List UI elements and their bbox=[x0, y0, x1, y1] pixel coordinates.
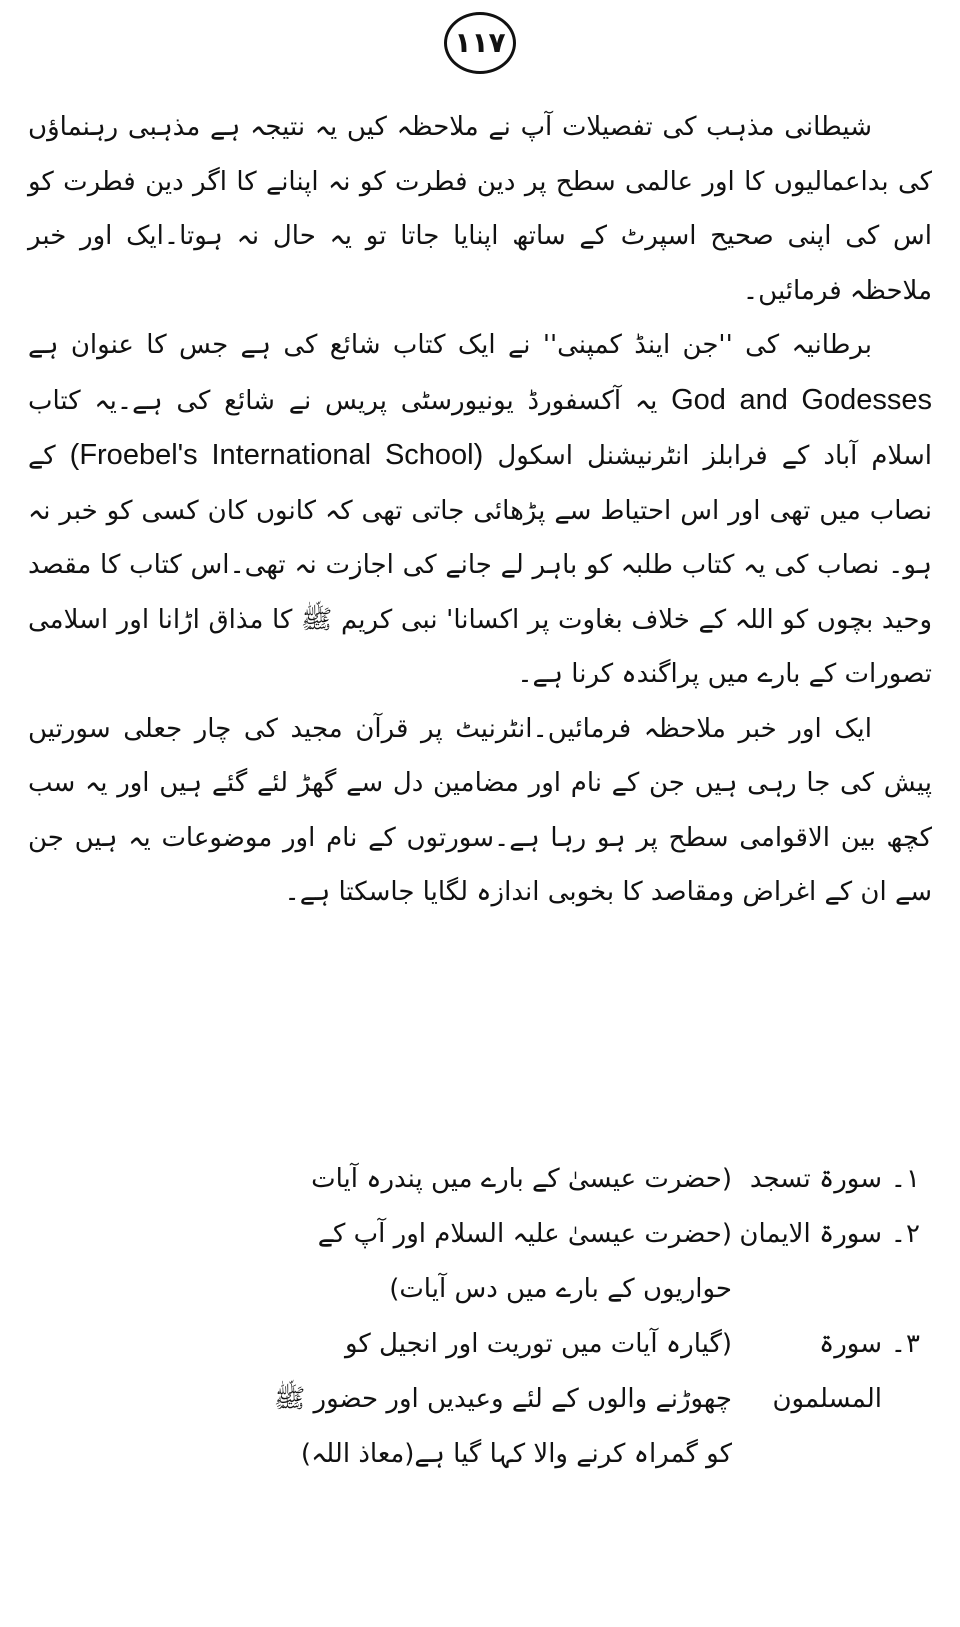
list-item bbox=[140, 1207, 920, 1317]
surah-list bbox=[140, 1152, 920, 1482]
school-name-english: (Froebel's International School) bbox=[69, 439, 484, 471]
paragraph-2-text-c: کے نصاب میں تھی اور اس احتیاط سے پڑھائی جاتی تھی کہ کانوں کان کسی کو خبر نہ ہو۔ نصاب کی یہ کتاب طلبہ کو باہر لے جانے کی اجازت نہ تھی۔اس کتاب کا مقصد وحید بچوں کو اللہ کے خلاف بغاوت پر اکسانا' نبی کریم ﷺ کا مذاق اڑانا اور اسلامی تصورات کے بارے میں پراگندہ کرنا ہے۔ bbox=[28, 441, 932, 689]
paragraph-1-text: شیطانی مذہب کی تفصیلات آپ نے ملاحظہ کیں یہ نتیجہ ہے مذہبی رہنماؤں کی بداعمالیوں کا اور عالمی سطح پر دین فطرت کو نہ اپنانے کا اگر دین فطرت کو اس کی اپنی صحیح اسپرٹ کے ساتھ اپنایا جاتا تو یہ حال نہ ہوتا۔ایک اور خبر ملاحظہ فرمائیں۔ bbox=[28, 112, 932, 306]
list-item-description: (حضرت عیسیٰ کے بارے میں پندرہ آیات bbox=[311, 1164, 732, 1194]
paragraph-2-text-a: برطانیہ کی ''جن اینڈ کمپنی'' نے ایک کتاب شائع کی ہے جس کا عنوان ہے bbox=[28, 330, 872, 360]
page-number: ۱۱۷ bbox=[444, 12, 516, 74]
paragraph-2 bbox=[28, 318, 932, 702]
body-text bbox=[28, 100, 932, 920]
list-item bbox=[140, 1317, 920, 1482]
book-title-english: God and Godesses bbox=[671, 383, 933, 416]
paragraph-2-text-b: یہ آکسفورڈ یونیورسٹی پریس نے شائع کی ہے۔یہ کتاب اسلام آباد کے فرابلز انٹرنیشنل اسکول bbox=[28, 385, 933, 471]
list-item-number: ۱۔ bbox=[890, 1164, 920, 1194]
paragraph-1 bbox=[28, 100, 932, 318]
page-number-container bbox=[0, 12, 960, 74]
paragraph-3 bbox=[28, 702, 932, 920]
list-item-number: ۲۔ bbox=[890, 1219, 920, 1249]
list-item-description: (حضرت عیسیٰ علیہ السلام اور آپ کے حواریوں کے بارے میں دس آیات) bbox=[317, 1219, 732, 1304]
list-item bbox=[140, 1152, 920, 1207]
list-item-number: ۳۔ bbox=[890, 1329, 920, 1359]
paragraph-3-text: ایک اور خبر ملاحظہ فرمائیں۔انٹرنیٹ پر قرآن مجید کی چار جعلی سورتیں پیش کی جا رہی ہیں جن کے نام اور مضامین دل سے گھڑ لئے گئے ہیں اور یہ سب کچھ بین الاقوامی سطح پر ہو رہا ہے۔سورتوں کے نام اور موضوعات یہ ہیں جن سے ان کے اغراض ومقاصد کا بخوبی اندازہ لگایا جاسکتا ہے۔ bbox=[28, 713, 932, 907]
list-item-name: سورۃ المسلمون bbox=[772, 1329, 882, 1414]
list-item-name: سورۃ الایمان bbox=[739, 1219, 882, 1249]
list-item-name: سورۃ تسجد bbox=[749, 1164, 882, 1194]
list-item-description: (گیارہ آیات میں توریت اور انجیل کو چھوڑنے والوں کے لئے وعیدیں اور حضور ﷺ کو گمراہ کرنے والا کہا گیا ہے(معاذ اللہ) bbox=[273, 1329, 732, 1469]
